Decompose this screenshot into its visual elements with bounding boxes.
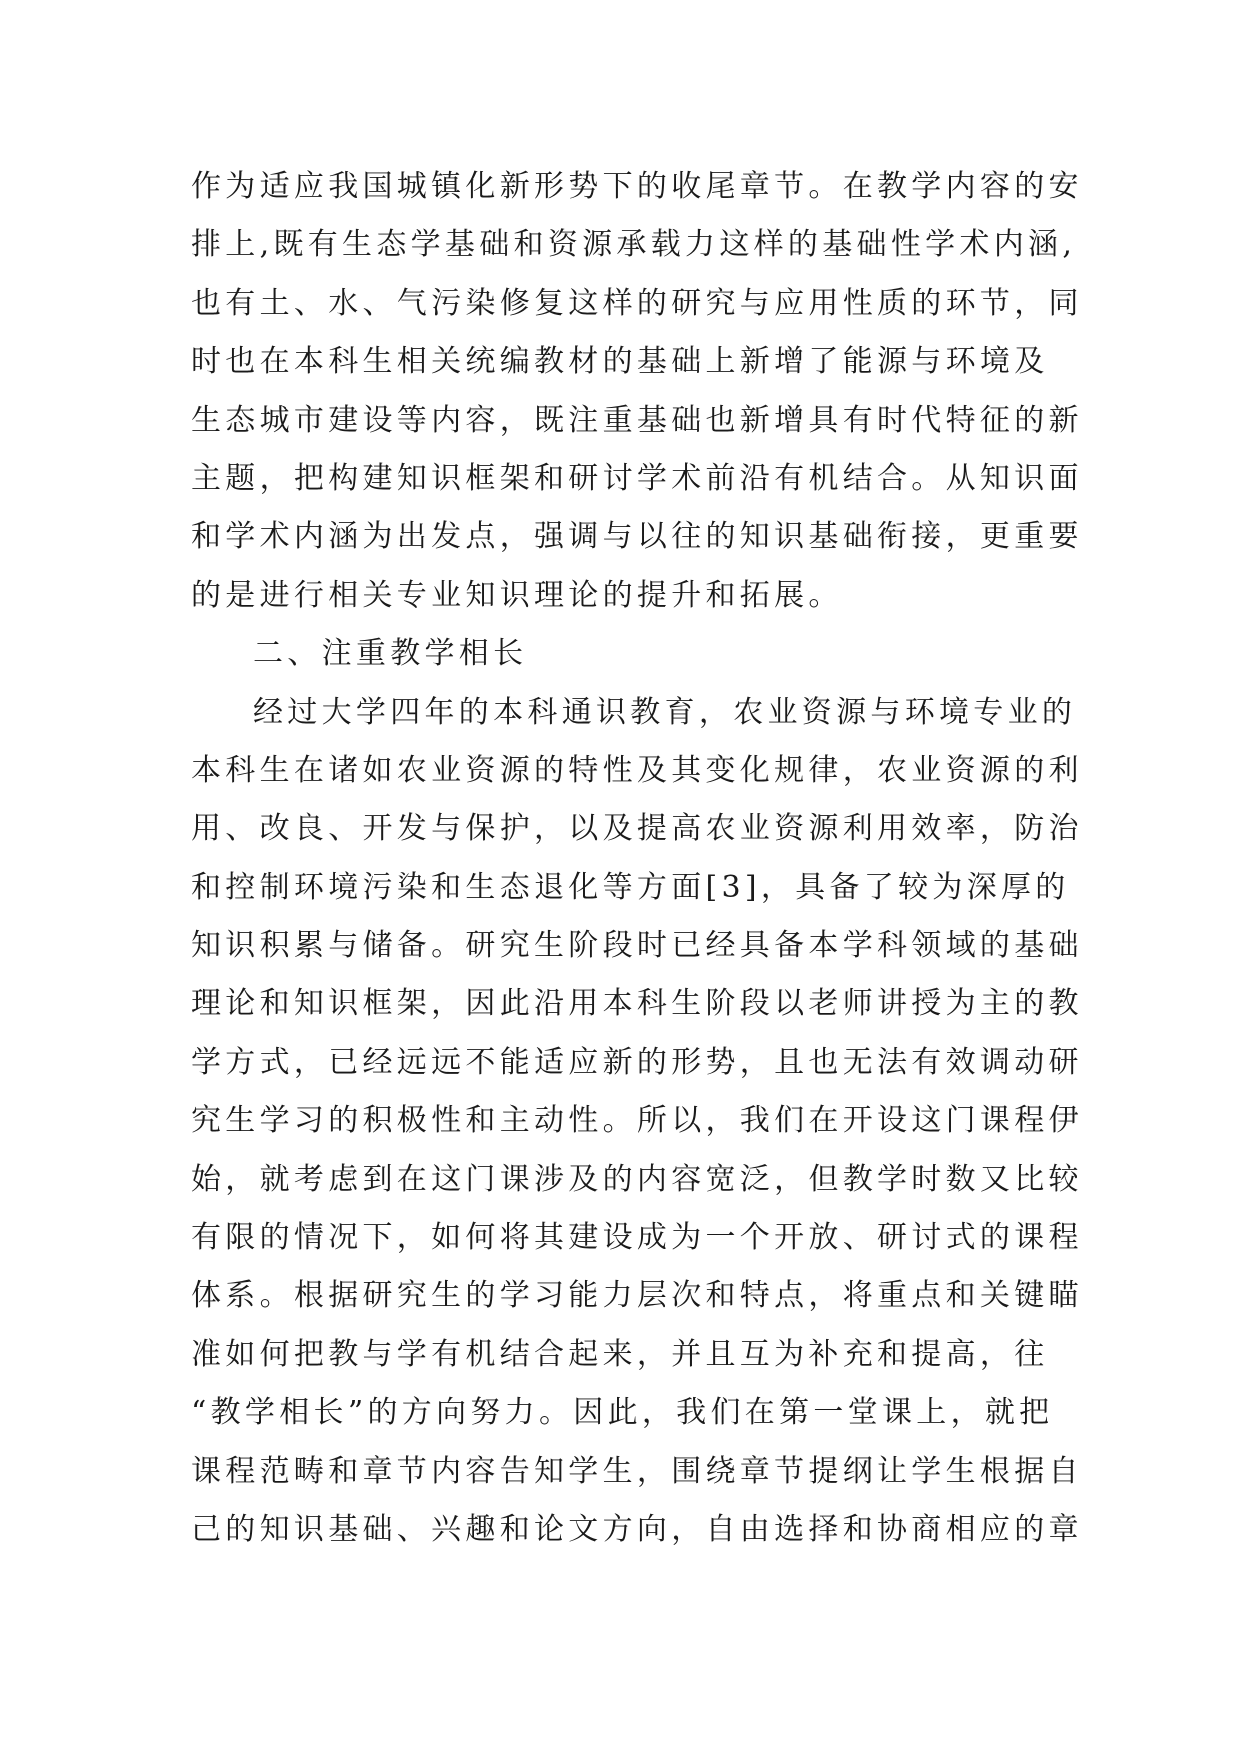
paragraph-line: 作为适应我国城镇化新形势下的收尾章节。在教学内容的安: [191, 169, 1083, 204]
paragraph-line: 知识积累与储备。研究生阶段时已经具备本学科领域的基础: [191, 928, 1083, 964]
paragraph-line: 用、改良、开发与保护，以及提高农业资源利用效率，防治: [191, 811, 1083, 847]
paragraph-line: 本科生在诸如农业资源的特性及其变化规律，农业资源的利: [191, 752, 1083, 788]
paragraph-line: 体系。根据研究生的学习能力层次和特点，将重点和关键瞄: [191, 1278, 1083, 1314]
paragraph-line: 课程范畴和章节内容告知学生，围绕章节提纲让学生根据自: [191, 1453, 1083, 1489]
paragraph-line: 和控制环境污染和生态退化等方面[3]，具备了较为深厚的: [191, 869, 1070, 905]
paragraph-line: 己的知识基础、兴趣和论文方向，自由选择和协商相应的章: [191, 1511, 1083, 1547]
paragraph-line: 始，就考虑到在这门课涉及的内容宽泛，但教学时数又比较: [191, 1161, 1083, 1197]
paragraph-line: 究生学习的积极性和主动性。所以，我们在开设这门课程伊: [191, 1103, 1083, 1139]
paragraph-line: 和学术内涵为出发点，强调与以往的知识基础衔接，更重要: [191, 519, 1083, 555]
paragraph-line: 也有土、水、气污染修复这样的研究与应用性质的环节，同: [191, 285, 1083, 321]
paragraph-line: “教学相长”的方向努力。因此，我们在第一堂课上，就把: [191, 1395, 1054, 1431]
paragraph-line: 主题，把构建知识框架和研讨学术前沿有机结合。从知识面: [191, 460, 1083, 496]
paragraph-line: 的是进行相关专业知识理论的提升和拓展。: [191, 577, 843, 613]
paragraph-line: 准如何把教与学有机结合起来，并且互为补充和提高，往: [191, 1336, 1049, 1372]
section-heading: 二、注重教学相长: [253, 636, 528, 672]
paragraph-line: 有限的情况下，如何将其建设成为一个开放、研讨式的课程: [191, 1220, 1083, 1256]
paragraph-line: 经过大学四年的本科通识教育，农业资源与环境专业的: [253, 694, 1077, 730]
paragraph-line: 排上,既有生态学基础和资源承载力这样的基础性学术内涵,: [191, 227, 1077, 263]
paragraph-line: 生态城市建设等内容，既注重基础也新增具有时代特征的新: [191, 402, 1083, 438]
body-text: [191, 158, 1091, 1559]
paragraph-line: 时也在本科生相关统编教材的基础上新增了能源与环境及: [191, 344, 1049, 380]
paragraph-line: 学方式，已经远远不能适应新的形势，且也无法有效调动研: [191, 1044, 1083, 1080]
paragraph-line: 理论和知识框架，因此沿用本科生阶段以老师讲授为主的教: [191, 986, 1083, 1022]
